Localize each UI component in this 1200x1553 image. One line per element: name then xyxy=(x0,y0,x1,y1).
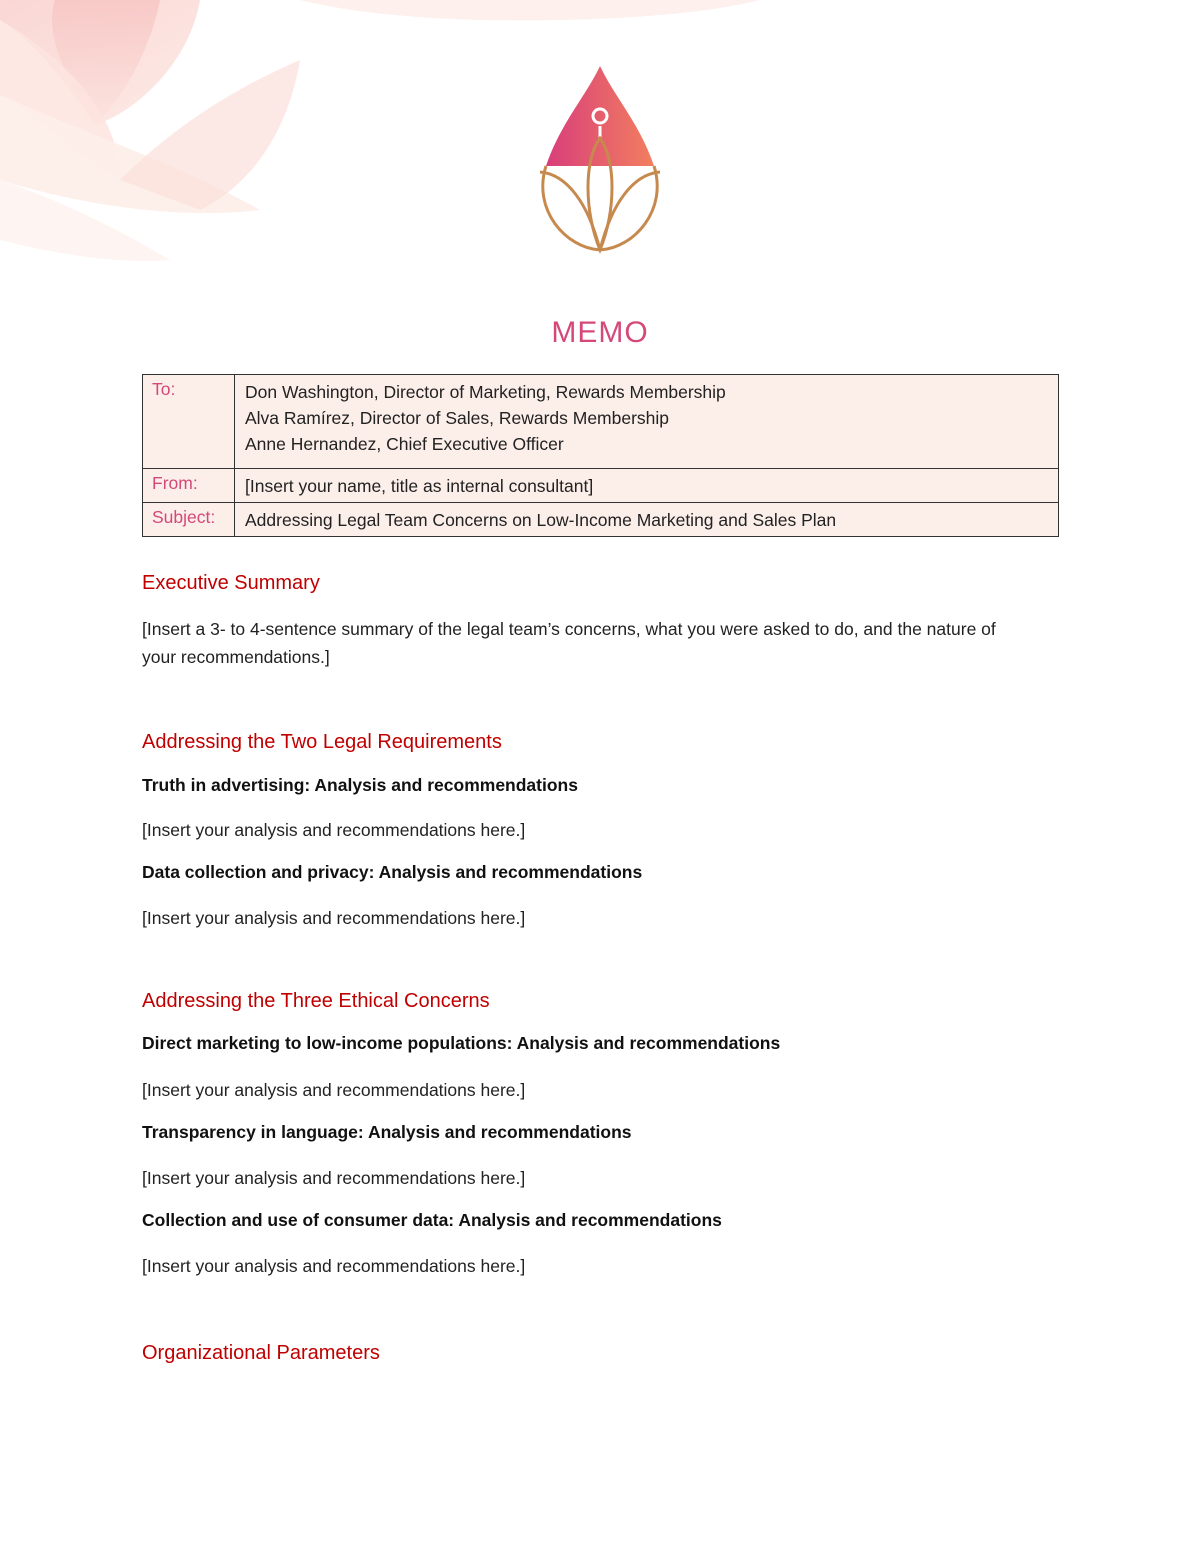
ethical-item-title: Direct marketing to low-income populations: Analysis and recommendations xyxy=(142,1033,781,1053)
organizational-parameters-heading: Organizational Parameters xyxy=(142,1342,380,1364)
to-value xyxy=(235,375,1059,469)
ethical-item-body: [Insert your analysis and recommendations here.] xyxy=(142,1080,526,1100)
ethical-item-title: Transparency in language: Analysis and recommendations xyxy=(142,1122,632,1142)
legal-item-body: [Insert your analysis and recommendations here.] xyxy=(142,908,526,928)
legal-item-body: [Insert your analysis and recommendations here.] xyxy=(142,820,526,840)
executive-summary-body: [Insert a 3- to 4-sentence summary of the legal team’s concerns, what you were asked to do, and the nature of your recommendations.] xyxy=(142,619,996,667)
from-label: From: xyxy=(143,469,235,503)
subject-value: Addressing Legal Team Concerns on Low-Income Marketing and Sales Plan xyxy=(235,503,1059,537)
memo-header-table xyxy=(142,374,1059,537)
from-value: [Insert your name, title as internal consultant] xyxy=(235,469,1059,503)
subject-row xyxy=(143,503,1059,537)
ethical-concerns-heading: Addressing the Three Ethical Concerns xyxy=(142,990,490,1012)
legal-requirements-heading: Addressing the Two Legal Requirements xyxy=(142,731,502,753)
legal-item-title: Data collection and privacy: Analysis and recommendations xyxy=(142,862,643,882)
ethical-item-body: [Insert your analysis and recommendations here.] xyxy=(142,1168,526,1188)
recipient-line: Anne Hernandez, Chief Executive Officer xyxy=(245,434,564,454)
ethical-item-title: Collection and use of consumer data: Analysis and recommendations xyxy=(142,1210,722,1230)
from-row xyxy=(143,469,1059,503)
memo-title: MEMO xyxy=(551,316,649,349)
recipient-line: Alva Ramírez, Director of Sales, Rewards Membership xyxy=(245,408,670,428)
recipient-line: Don Washington, Director of Marketing, Rewards Membership xyxy=(245,382,726,402)
executive-summary-heading: Executive Summary xyxy=(142,572,320,594)
subject-label: Subject: xyxy=(143,503,235,537)
lotus-drop-logo-icon xyxy=(530,62,670,254)
to-label: To: xyxy=(143,375,235,469)
legal-item-title: Truth in advertising: Analysis and recommendations xyxy=(142,775,578,795)
to-row xyxy=(143,375,1059,469)
ethical-item-body: [Insert your analysis and recommendations here.] xyxy=(142,1256,526,1276)
